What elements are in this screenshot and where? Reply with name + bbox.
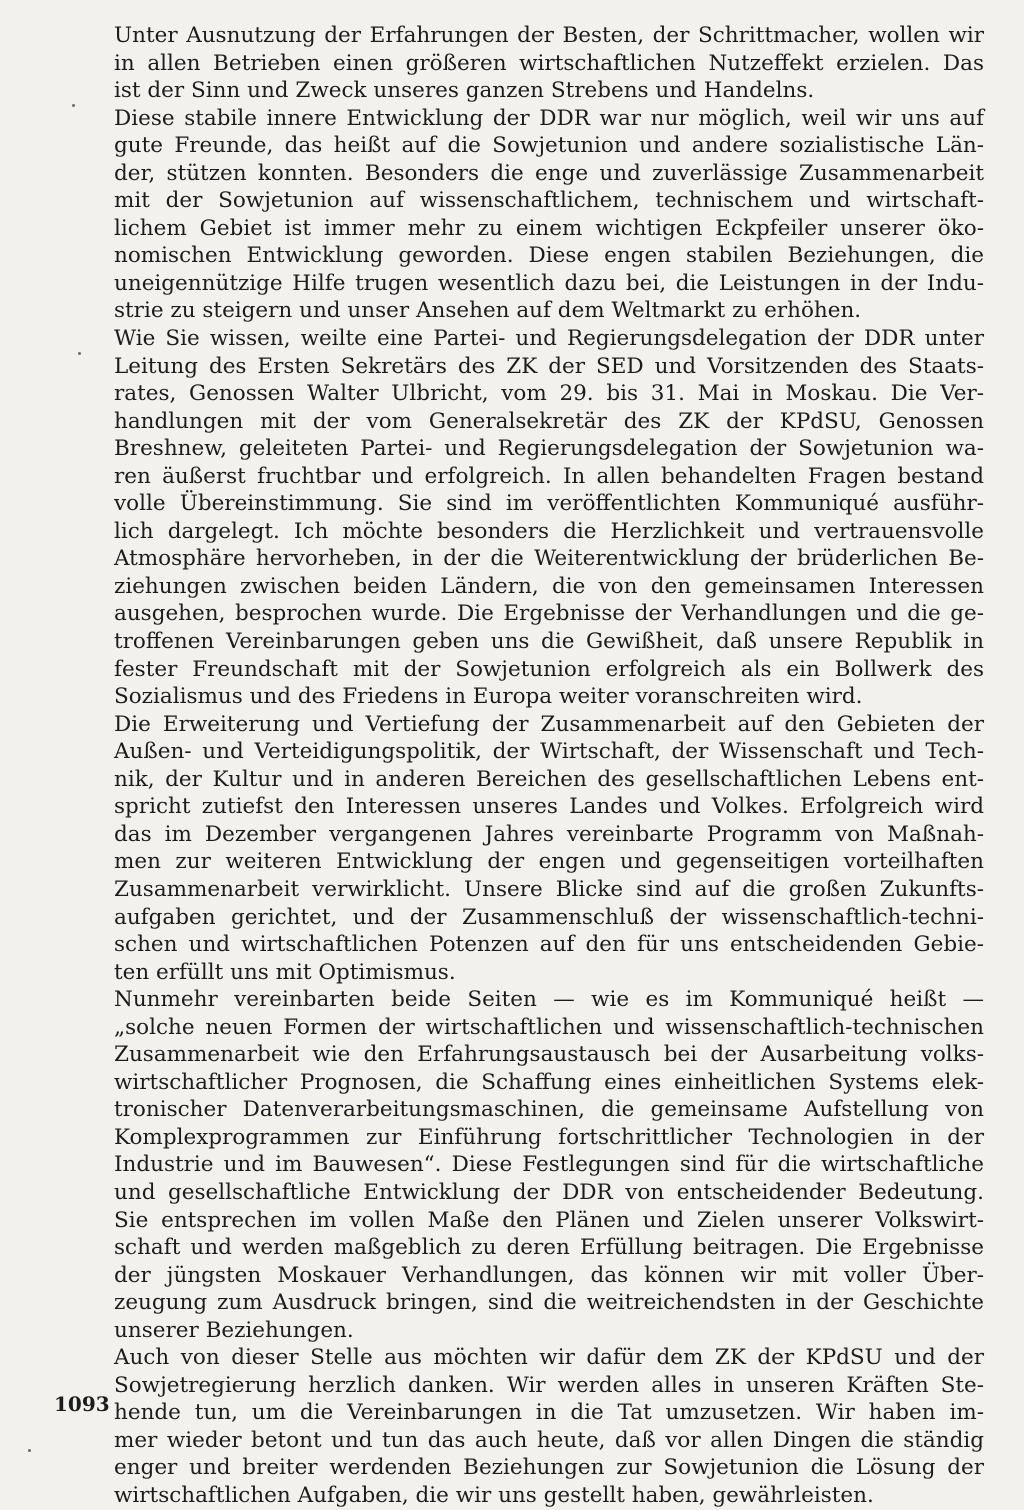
text-line: nomischen Entwicklung geworden. Diese engen stabilen Beziehungen, die xyxy=(114,243,984,269)
text-line: gute Freunde, das heißt auf die Sowjetunion und andere sozialistische Län- xyxy=(114,133,984,159)
text-line: lich dargelegt. Ich möchte besonders die Herzlichkeit und vertrauensvolle xyxy=(114,518,984,544)
text-line: Die Erweiterung und Vertiefung der Zusammenarbeit auf den Gebieten der xyxy=(114,711,984,737)
text-line: schen und wirtschaftlichen Potenzen auf den für uns entscheidenden Gebie- xyxy=(114,932,984,958)
text-line: und gesellschaftliche Entwicklung der DDR von entscheidender Bedeutung. xyxy=(114,1179,984,1205)
text-line: ist der Sinn und Zweck unseres ganzen Strebens und Handelns. xyxy=(114,78,815,104)
text-line: Sowjetregierung herzlich danken. Wir werden alles in unseren Kräften Ste- xyxy=(114,1372,984,1398)
text-line: Außen- und Verteidigungspolitik, der Wirtschaft, der Wissenschaft und Tech- xyxy=(114,739,984,765)
print-speck xyxy=(28,1449,31,1452)
text-line: aufgaben gerichtet, und der Zusammenschluß der wissenschaftlich-techni- xyxy=(114,904,984,930)
text-line: schaft und werden maßgeblich zu deren Erfüllung beitragen. Die Ergebnisse xyxy=(114,1235,984,1261)
text-line: ten erfüllt uns mit Optimismus. xyxy=(114,959,456,985)
body-text xyxy=(114,22,984,1510)
text-line: Atmosphäre hervorheben, in der die Weiterentwicklung der brüderlichen Be- xyxy=(114,546,984,572)
text-line: Sie entsprechen im vollen Maße den Plänen und Zielen unserer Volkswirt- xyxy=(114,1207,984,1233)
text-line: in allen Betrieben einen größeren wirtschaftlichen Nutzeffekt erzielen. Das xyxy=(114,50,984,76)
text-line: der, stützen konnten. Besonders die enge und zuverlässige Zusammenarbeit xyxy=(114,160,984,186)
text-line: mit der Sowjetunion auf wissenschaftlichem, technischem und wirtschaft- xyxy=(114,188,984,214)
text-line: nik, der Kultur und in anderen Bereichen des gesellschaftlichen Lebens ent- xyxy=(114,766,984,792)
text-line: der jüngsten Moskauer Verhandlungen, das können wir mit voller Über- xyxy=(114,1262,984,1288)
text-line: Zusammenarbeit verwirklicht. Unsere Blicke sind auf die großen Zukunfts- xyxy=(114,876,984,902)
text-line: Diese stabile innere Entwicklung der DDR war nur möglich, weil wir uns auf xyxy=(114,105,984,131)
text-line: Nunmehr vereinbarten beide Seiten — wie es im Kommuniqué heißt — xyxy=(114,987,984,1013)
text-line: fester Freundschaft mit der Sowjetunion erfolgreich als ein Bollwerk des xyxy=(114,656,984,682)
text-line: spricht zutiefst den Interessen unseres Landes und Volkes. Erfolgreich wird xyxy=(114,794,984,820)
text-line: wirtschaftlicher Prognosen, die Schaffung eines einheitlichen Systems elek- xyxy=(114,1069,984,1095)
text-line: men zur weiteren Entwicklung der engen und gegenseitigen vorteilhaften xyxy=(114,849,984,875)
text-line: ziehungen zwischen beiden Ländern, die von den gemeinsamen Interessen xyxy=(114,573,984,599)
text-line: Leitung des Ersten Sekretärs des ZK der SED und Vorsitzenden des Staats- xyxy=(114,353,984,379)
text-line: zeugung zum Ausdruck bringen, sind die weitreichendsten in der Geschichte xyxy=(114,1290,984,1316)
text-line: Industrie und im Bauwesen“. Diese Festlegungen sind für die wirtschaftliche xyxy=(114,1152,984,1178)
text-line: handlungen mit der vom Generalsekretär des ZK der KPdSU, Genossen xyxy=(114,408,984,434)
print-speck xyxy=(78,352,81,355)
text-line: mer wieder betont und tun das auch heute, daß vor allen Dingen die ständig xyxy=(114,1427,984,1453)
text-line: lichem Gebiet ist immer mehr zu einem wichtigen Eckpfeiler unserer öko- xyxy=(114,215,984,241)
text-line: „solche neuen Formen der wirtschaftlichen und wissenschaftlich-technischen xyxy=(114,1014,984,1040)
text-line: Unter Ausnutzung der Erfahrungen der Besten, der Schrittmacher, wollen wir xyxy=(114,23,984,48)
text-line: Sozialismus und des Friedens in Europa weiter voranschreiten wird. xyxy=(114,684,863,710)
text-line: hende tun, um die Vereinbarungen in die Tat umzusetzen. Wir haben im- xyxy=(114,1400,984,1426)
text-line: Wie Sie wissen, weilte eine Partei- und Regierungsdelegation der DDR unter xyxy=(114,326,984,352)
text-line: Auch von dieser Stelle aus möchten wir dafür dem ZK der KPdSU und der xyxy=(114,1345,984,1371)
text-line: unserer Beziehungen. xyxy=(114,1317,354,1343)
text-line: wirtschaftlichen Aufgaben, die wir uns gestellt haben, gewährleisten. xyxy=(114,1482,874,1508)
text-line: Zusammenarbeit wie den Erfahrungsaustausch bei der Ausarbeitung volks- xyxy=(114,1042,984,1068)
text-line: enger und breiter werdenden Beziehungen zur Sowjetunion die Lösung der xyxy=(114,1455,984,1481)
text-line: tronischer Datenverarbeitungsmaschinen, die gemeinsame Aufstellung von xyxy=(114,1097,984,1123)
print-speck xyxy=(72,104,75,107)
text-line: das im Dezember vergangenen Jahres vereinbarte Programm von Maßnah- xyxy=(114,821,984,847)
text-line: volle Übereinstimmung. Sie sind im veröffentlichten Kommuniqué ausführ- xyxy=(114,491,984,517)
page-number: 1093 xyxy=(54,1392,110,1416)
text-line: ausgehen, besprochen wurde. Die Ergebnisse der Verhandlungen und die ge- xyxy=(114,601,984,627)
text-line: Breshnew, geleiteten Partei- und Regierungsdelegation der Sowjetunion wa- xyxy=(114,436,984,462)
text-line: troffenen Vereinbarungen geben uns die Gewißheit, daß unsere Republik in xyxy=(114,629,984,655)
text-line: rates, Genossen Walter Ulbricht, vom 29. bis 31. Mai in Moskau. Die Ver- xyxy=(114,381,984,407)
text-line: Komplexprogrammen zur Einführung fortschrittlicher Technologien in der xyxy=(114,1124,984,1150)
text-line: uneigennützige Hilfe trugen wesentlich dazu bei, die Leistungen in der Indu- xyxy=(114,270,984,296)
text-line: ren äußerst fruchtbar und erfolgreich. In allen behandelten Fragen bestand xyxy=(114,463,984,489)
text-line: strie zu steigern und unser Ansehen auf dem Weltmarkt zu erhöhen. xyxy=(114,298,862,324)
